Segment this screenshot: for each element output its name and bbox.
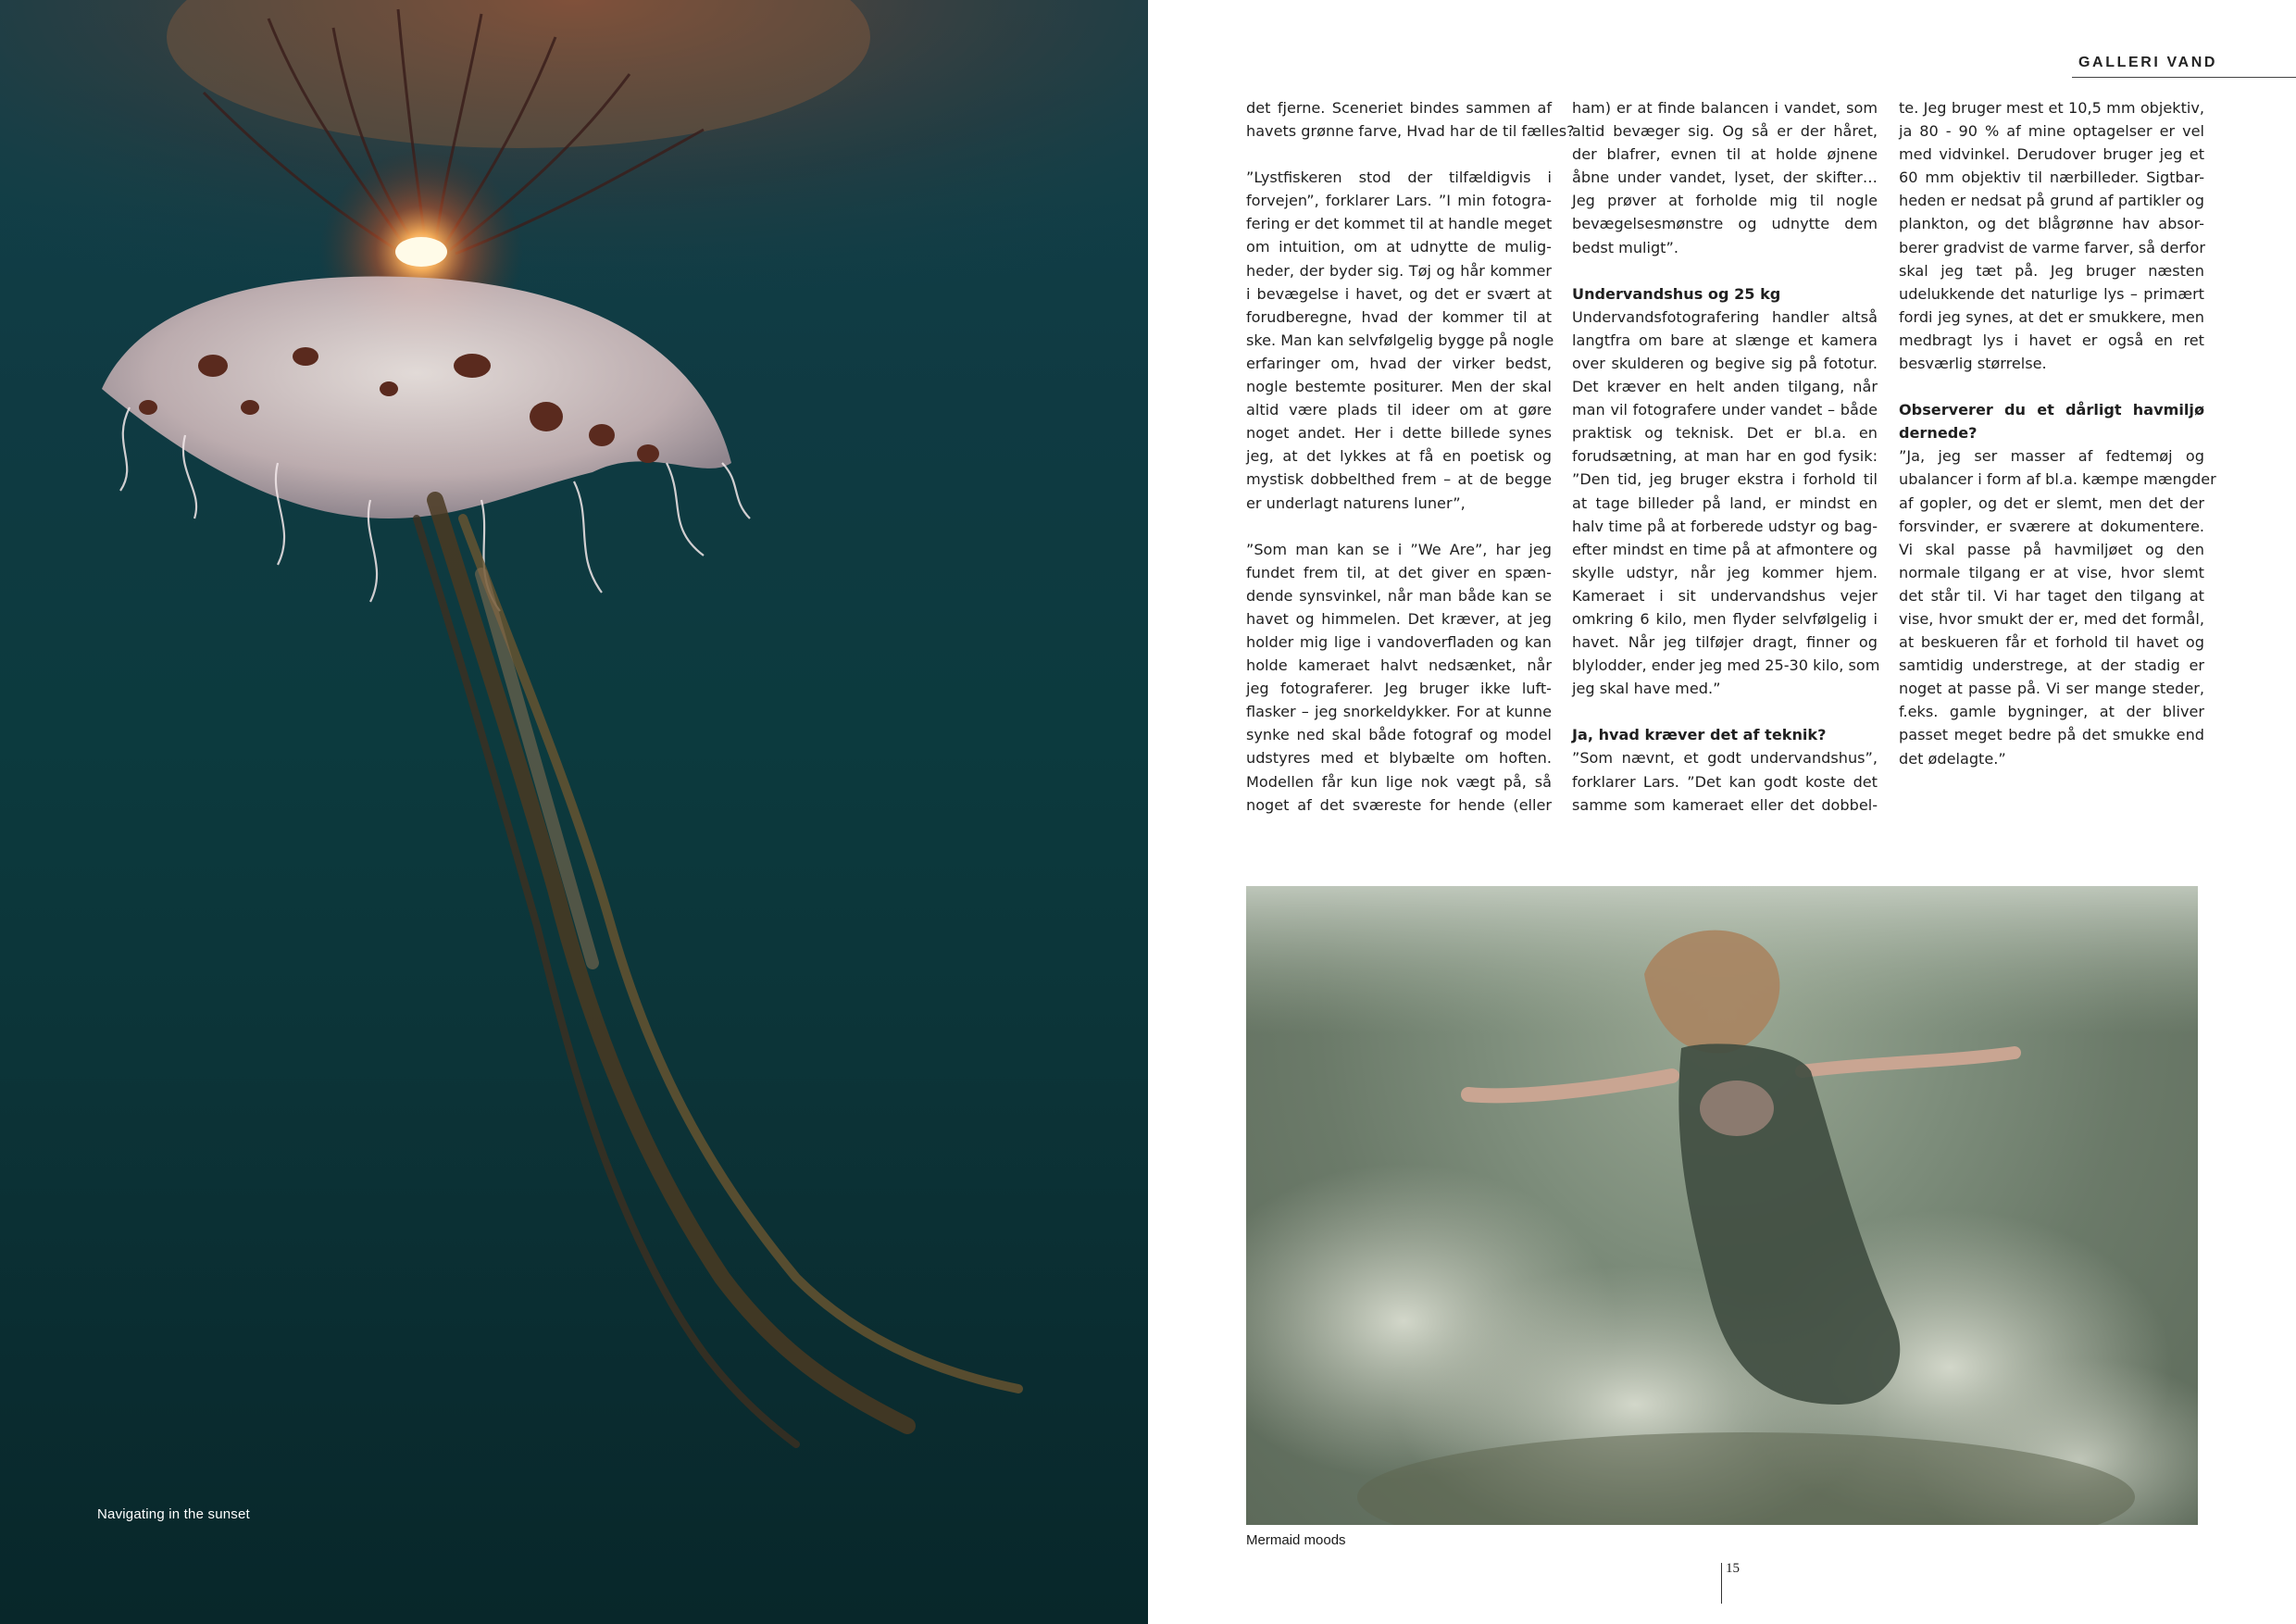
text-line: flasker – jeg snorkeldykker. For at kunne: [1246, 703, 1552, 721]
text-line: der blafrer, evnen til at holde øjnene: [1572, 145, 1878, 164]
text-line: at beskueren får et forhold til havet og: [1899, 633, 2204, 652]
text-line: forvejen”, forklarer Lars. ”I min fotogra-: [1246, 192, 1552, 210]
text-line: heder, der byder sig. Tøj og hår kommer: [1246, 261, 1552, 280]
paragraph: [1572, 282, 1878, 701]
text-line: ”Ja, jeg ser masser af fedtemøj og: [1899, 447, 2204, 466]
subheading: Ja, hvad kræver det af teknik?: [1572, 726, 1827, 744]
text-line: passet meget bedre på det smukke end: [1899, 726, 2204, 744]
text-line: samtidig understrege, at der stadig er: [1899, 656, 2204, 675]
text-line: altid bevæger sig. Og så er der håret,: [1572, 122, 1878, 141]
text-line: ubalancer i form af bl.a. kæmpe mængder: [1899, 470, 2216, 489]
photo-caption-mermaid: Mermaid moods: [1246, 1532, 1346, 1548]
text-line: det ødelagte.”: [1899, 749, 2006, 768]
text-column-3: [1899, 96, 2216, 770]
paragraph: [1899, 96, 2204, 375]
subheading: Observerer du et dårligt havmiljø dernede?: [1899, 401, 2204, 443]
page-number-rule: [1721, 1563, 1722, 1604]
text-line: havet og himmelen. Det kræver, at jeg: [1246, 609, 1552, 628]
text-column-1: [1246, 96, 1575, 817]
text-line: åbne under vandet, lyset, der skifter…: [1572, 169, 1878, 187]
section-header: GALLERI VAND: [2078, 55, 2218, 70]
page-number: 15: [1726, 1561, 1740, 1576]
text-line: bedst muligt”.: [1572, 238, 1678, 256]
text-line: ske. Man kan selvfølgelig bygge på nogle: [1246, 331, 1554, 349]
text-line: jeg fotograferer. Jeg bruger ikke luft-: [1246, 680, 1552, 698]
header-rule: [2072, 77, 2296, 78]
text-line: udstyres med et blybælte om hoften.: [1246, 749, 1552, 768]
text-line: vise, hvor smukt der er, med det formål,: [1899, 609, 2204, 628]
text-line: skal jeg tæt på. Jeg bruger næsten: [1899, 261, 2204, 280]
text-line: altid være plads til ideer om at gøre: [1246, 401, 1552, 419]
text-line: besværlig størrelse.: [1899, 355, 2047, 373]
text-line: om intuition, om at udnytte de mulig-: [1246, 238, 1552, 256]
text-line: havets grønne farve, Hvad har de til fælles?: [1246, 122, 1575, 141]
text-line: fering er det kommet til at handle meget: [1246, 215, 1553, 233]
text-line: ja 80 - 90 % af mine optagelser er vel: [1899, 122, 2204, 141]
text-line: Det kræver en helt anden tilgang, når: [1572, 378, 1878, 396]
text-line: det fjerne. Sceneriet bindes sammen af: [1246, 99, 1552, 117]
mermaid-illustration: [1246, 886, 2198, 1525]
paragraph: [1246, 538, 1552, 817]
subheading: Undervandshus og 25 kg: [1572, 284, 1781, 303]
text-line: synke ned skal både fotograf og model: [1246, 726, 1552, 744]
text-line: bevægelsesmønstre og udnytte dem: [1572, 215, 1878, 233]
text-line: noget andet. Her i dette billede synes: [1246, 424, 1552, 443]
text-line: man vil fotografere under vandet – både: [1572, 401, 1878, 419]
paragraph: [1246, 96, 1575, 143]
text-line: plankton, og det blågrønne hav absor-: [1899, 215, 2204, 233]
text-line: over skulderen og begive sig på fototur.: [1572, 354, 1878, 372]
text-line: med vidvinkel. Derudover bruger jeg et: [1899, 145, 2204, 164]
text-line: forsvinder, er sværere at dokumentere.: [1899, 517, 2204, 535]
paragraph: [1246, 166, 1552, 514]
text-line: ”Som man kan se i ”We Are”, har jeg: [1246, 540, 1552, 558]
text-line: jeg, at det lykkes at få en poetisk og: [1246, 447, 1552, 466]
text-line: noget at passe på. Vi ser mange steder,: [1899, 680, 2204, 698]
text-line: forklarer Lars. ”Det kan godt koste det: [1572, 772, 1878, 791]
text-line: forudberegne, hvad der kommer til at: [1246, 307, 1552, 326]
text-line: praktisk og teknisk. Det er bl.a. en: [1572, 424, 1878, 443]
text-line: langtfra om bare at slænge et kamera: [1572, 331, 1878, 349]
text-line: fundet frem til, at det giver en spæn-: [1246, 563, 1552, 581]
text-line: heden er nedsat på grund af partikler og: [1899, 192, 2204, 210]
text-line: nogle bestemte positurer. Men der skal: [1246, 378, 1552, 396]
mermaid-photo: [1246, 886, 2198, 1525]
text-line: at tage billeder på land, er mindst en: [1572, 493, 1878, 512]
text-line: Undervandsfotografering handler altså: [1572, 307, 1878, 326]
text-line: omkring 6 kilo, men flyder selvfølgelig i: [1572, 609, 1878, 628]
text-line: blylodder, ender jeg med 25-30 kilo, som: [1572, 656, 1880, 675]
text-line: ham) er at finde balancen i vandet, som: [1572, 99, 1878, 117]
text-line: mystisk dobbelthed frem – at de begge: [1246, 470, 1552, 489]
text-line: efter mindst en time på at afmontere og: [1572, 540, 1878, 558]
text-line: Kameraet i sit undervandshus vejer: [1572, 586, 1878, 605]
text-line: ”Den tid, jeg bruger ekstra i forhold til: [1572, 470, 1878, 489]
text-column-2: [1572, 96, 1878, 817]
text-line: noget af det sværeste for hende (eller: [1246, 795, 1552, 814]
text-line: Vi skal passe på havmiljøet og den: [1899, 540, 2204, 558]
paragraph: [1572, 96, 1878, 259]
text-line: medbragt lys i havet er også en ret: [1899, 331, 2204, 349]
text-line: skylle udstyr, når jeg kommer hjem.: [1572, 563, 1878, 581]
text-line: det står til. Vi har taget den tilgang at: [1899, 586, 2204, 605]
text-line: holde kameraet halvt nedsænket, når: [1246, 656, 1552, 675]
text-line: samme som kameraet eller det dobbel-: [1572, 795, 1878, 814]
text-line: jeg skal have med.”: [1572, 680, 1721, 698]
text-line: forudsætning, at man har en god fysik:: [1572, 447, 1878, 466]
text-line: er underlagt naturens luner”,: [1246, 493, 1466, 512]
paragraph: [1899, 398, 2216, 770]
text-line: 60 mm objektiv til nærbilleder. Sigtbar-: [1899, 169, 2204, 187]
text-line: erfaringer om, hvad der virker bedst,: [1246, 354, 1552, 372]
text-line: berer gradvist de varme farver, så derfor: [1899, 238, 2206, 256]
text-line: normale tilgang er at vise, hvor slemt: [1899, 563, 2204, 581]
text-line: holder mig lige i vandoverfladen og kan: [1246, 632, 1552, 651]
text-line: af gopler, og det er slemt, men det der: [1899, 493, 2204, 512]
text-line: halv time på at forberede udstyr og bag-: [1572, 517, 1878, 535]
text-line: f.eks. gamle bygninger, at der bliver: [1899, 703, 2204, 721]
text-line: i bevægelse i havet, og det er svært at: [1246, 284, 1552, 303]
text-line: ”Lystfiskeren stod der tilfældigvis i: [1246, 169, 1552, 187]
text-line: dende synsvinkel, når man både kan se: [1246, 586, 1552, 605]
text-line: udelukkende det naturlige lys – primært: [1899, 284, 2204, 303]
text-line: havet. Når jeg tilføjer dragt, finner og: [1572, 633, 1878, 652]
text-line: Jeg prøver at forholde mig til nogle: [1572, 192, 1878, 210]
photo-caption-jellyfish: Navigating in the sunset: [97, 1506, 250, 1522]
text-line: Modellen får kun lige nok vægt på, så: [1246, 772, 1552, 791]
paragraph: [1572, 723, 1878, 816]
text-line: te. Jeg bruger mest et 10,5 mm objektiv,: [1899, 99, 2204, 117]
text-line: fordi jeg synes, at det er smukkere, men: [1899, 307, 2204, 326]
text-line: ”Som nævnt, et godt undervandshus”,: [1572, 749, 1878, 768]
